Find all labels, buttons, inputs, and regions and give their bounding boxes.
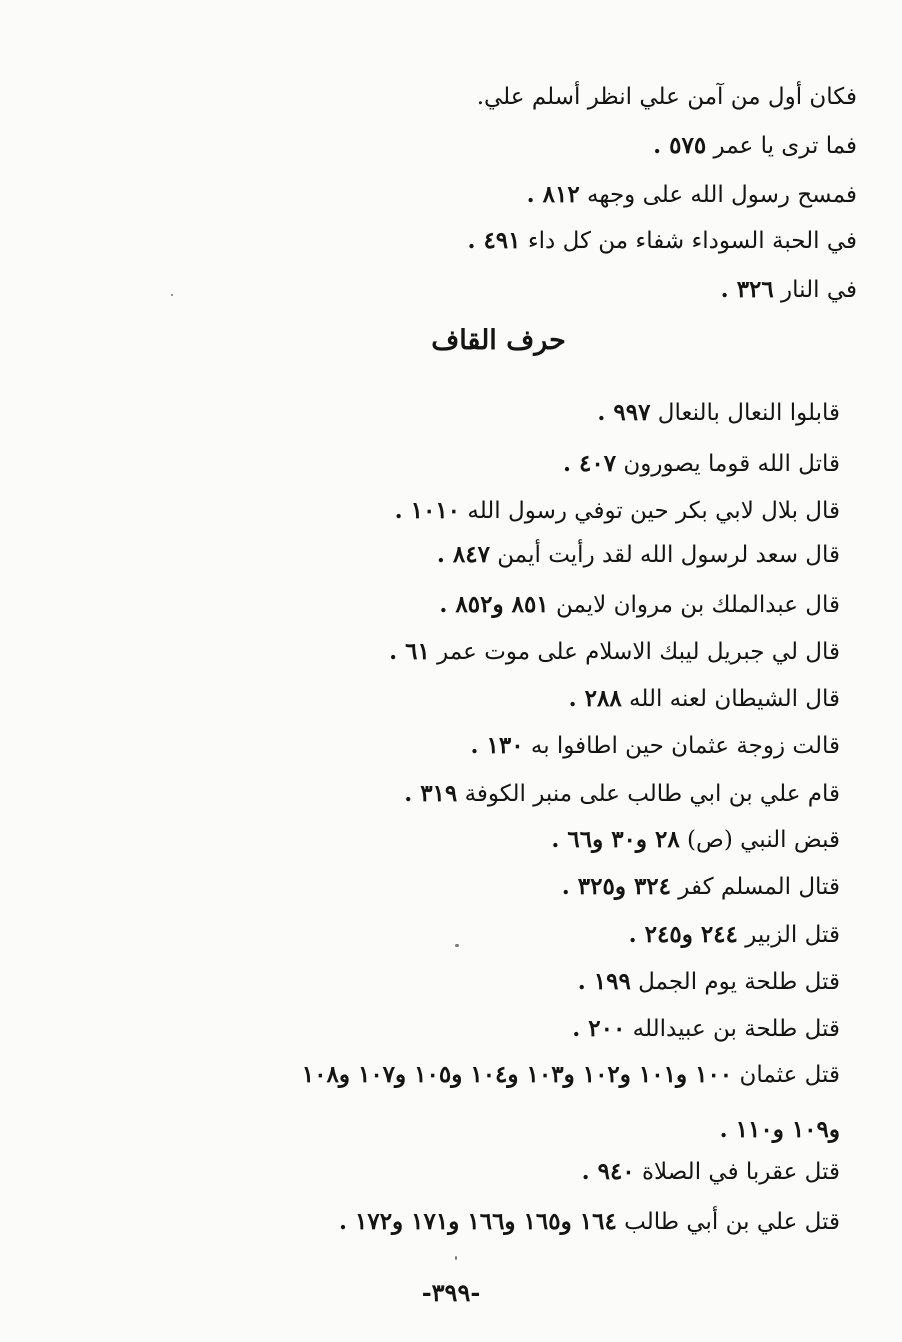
entry-text: قال عبدالملك بن مروان لايمن [548,592,840,618]
entry-line [578,967,840,997]
entry-text: قال لي جبريل ليبك الاسلام على موت عمر [429,639,840,665]
entry-line [551,825,840,855]
entry-page-ref: ١٠١٠ . [394,497,461,524]
entry-text: قتل الزبير [737,922,840,948]
entry-line [470,731,840,761]
entry-page-ref: ٥٧٥ . [653,132,707,159]
entry-line [467,226,857,256]
entry-line [569,684,840,714]
entry-text: قبض النبي (ص) [679,827,840,853]
entry-line [527,180,857,210]
section-heading: حرف القاف [431,325,566,356]
entry-line [389,637,840,667]
entry-line [439,590,840,620]
entry-text: قتل طلحة يوم الجمل [630,969,840,995]
page-number: -٣٩٩- [421,1278,481,1307]
entry-page-ref: ٢٠٠ . [572,1015,626,1042]
entry-text: قتل عقربا في الصلاة [634,1159,840,1185]
scan-speck [455,1256,457,1260]
entry-line [562,872,840,902]
entry-line [395,496,840,526]
entry-text: قتل عثمان [732,1062,840,1088]
entry-line [302,1060,840,1090]
entry-page-ref: ١٩٩ . [577,968,631,995]
entry-line [437,540,840,570]
entry-text: قتل علي بن أبي طالب [616,1209,840,1235]
entry-line [404,779,840,809]
entry-page-ref: ٣٢٤ و٣٢٥ . [561,873,671,900]
entry-text: قتال المسلم كفر [671,874,840,900]
entry-text: فما ترى يا عمر [706,133,857,159]
scan-speck [171,294,173,296]
entry-text: في الحبة السوداء شفاء من كل داء [520,228,857,254]
entry-text: قال سعد لرسول الله لقد رأيت أيمن [489,542,840,568]
entry-page-ref: ٣١٩ . [404,780,458,807]
entry-text: قابلوا النعال بالنعال [650,400,840,426]
entry-page-ref: ٨٥١ و٨٥٢ . [439,591,549,618]
entry-line [597,398,840,428]
scan-speck [455,944,459,947]
entry-page-ref: ٤٩١ . [467,227,521,254]
entry-page-ref: ١٣٠ . [470,732,524,759]
entry-text: فمسح رسول الله على وجهه [579,182,857,208]
entry-line [629,920,840,950]
entry-page-ref: و١٠٩ و١١٠ . [719,1116,840,1143]
entry-page-ref: ٩٩٧ . [597,399,651,426]
entry-page-ref: ١٦٤ و١٦٥ و١٦٦ و١٧١ و١٧٢ . [338,1208,617,1235]
entry-line [477,82,857,112]
entry-line [572,1014,840,1044]
entry-text: قتل طلحة بن عبيدالله [625,1016,840,1042]
entry-page-ref: ٨٤٧ . [436,541,490,568]
entry-line [339,1207,840,1237]
entry-page-ref: ٨١٢ . [526,181,580,208]
entry-text: قالت زوجة عثمان حين اطافوا به [523,733,840,759]
entry-page-ref: ٤٠٧ . [562,450,617,477]
entry-line [720,1115,840,1145]
entry-page-ref: ٩٤٠ . [581,1158,635,1185]
entry-text: قاتل الله قوما يصورون [616,451,840,477]
entry-text: فكان أول من آمن علي انظر أسلم علي. [476,84,857,110]
entry-line [721,275,857,305]
entry-text: قال بلال لابي بكر حين توفي رسول الله [460,498,840,524]
entry-page-ref: ٢٨ و٣٠ و٦٦ . [551,826,680,853]
entry-text: في النار [773,277,857,303]
entry-line [563,449,840,479]
entry-page-ref: ٢٨٨ . [568,685,622,712]
entry-page-ref: ٢٤٤ و٢٤٥ . [628,921,738,948]
entry-text: قال الشيطان لعنه الله [621,686,840,712]
entry-page-ref: ٦١ . [389,638,430,665]
entry-page-ref: ١٠٠ و١٠١ و١٠٢ و١٠٣ و١٠٤ و١٠٥ و١٠٧ و١٠٨ [301,1061,733,1088]
entry-line [582,1157,840,1187]
entry-text: قام علي بن ابي طالب على منبر الكوفة [457,781,840,807]
entry-page-ref: ٣٢٦ . [720,276,774,303]
entry-line [653,131,857,161]
